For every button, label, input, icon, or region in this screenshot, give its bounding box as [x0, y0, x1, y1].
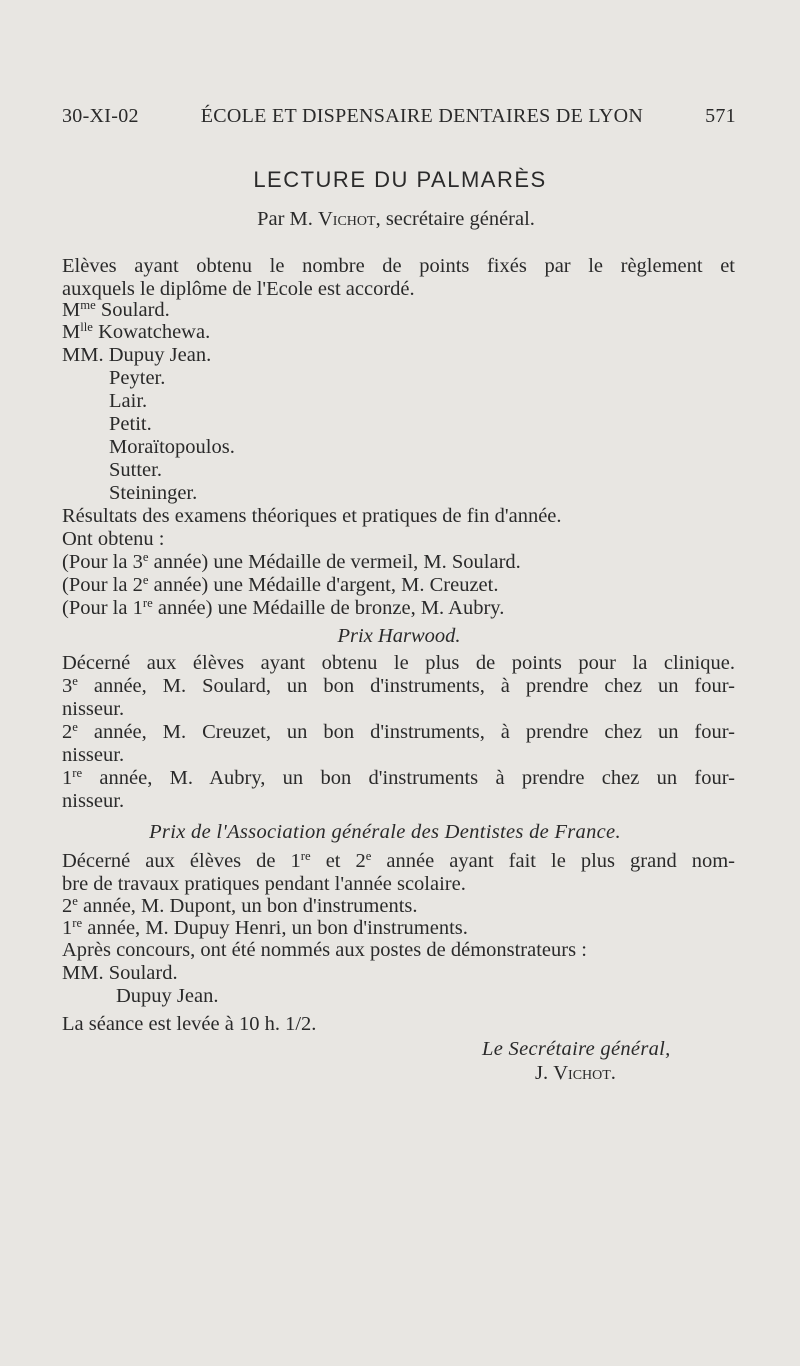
exams-obtained: Ont obtenu :	[62, 528, 165, 550]
intro-line-2: auxquels le diplôme de l'Ecole est accordé.	[62, 278, 415, 300]
header-page-number: 571	[705, 105, 736, 127]
ordinal-sup: re	[72, 916, 83, 931]
graduate-moraitopoulos: Moraïtopoulos.	[109, 436, 235, 458]
graduate-kowatchewa	[62, 320, 210, 344]
byline	[0, 207, 800, 231]
result-prefix: (Pour la 2	[62, 574, 143, 596]
signature-initial: J.	[535, 1062, 549, 1084]
byline-prefix: Par M.	[257, 208, 313, 230]
header-date: 30-XI-02	[62, 105, 139, 127]
exams-heading: Résultats des examens théoriques et pratiques de fin d'année.	[62, 505, 562, 527]
prize-harwood-title: Prix Harwood.	[337, 625, 461, 647]
ordinal-sup: e	[142, 573, 149, 588]
graduate-soulard	[62, 298, 170, 322]
exam-result-third-year	[62, 550, 521, 574]
award-text: année, M. Dupont, un bon d'instruments.	[77, 895, 418, 917]
harwood-first-year-line-1	[62, 766, 735, 790]
demonstrator-soulard: MM. Soulard.	[62, 962, 178, 984]
intro-line-1: Elèves ayant obtenu le nombre de points fixés par le règlement et	[62, 255, 735, 277]
prize-association-title: Prix de l'Association générale des Dentistes de France.	[149, 821, 621, 843]
harwood-third-year-line-1	[62, 674, 735, 698]
demonstrator-dupuy-jean: Dupuy Jean.	[116, 985, 219, 1007]
intro-text: Décerné aux élèves de 1	[62, 850, 301, 872]
intro-text: année ayant fait le plus grand nom-	[371, 850, 735, 872]
association-intro-line-1	[62, 849, 735, 873]
ordinal: 2	[62, 895, 73, 917]
harwood-first-year-line-2: nisseur.	[62, 790, 125, 812]
result-prefix: (Pour la 3	[62, 551, 143, 573]
association-intro-line-2: bre de travaux pratiques pendant l'année scolaire.	[62, 873, 466, 895]
result-text: année) une Médaille d'argent, M. Creuzet.	[148, 574, 499, 596]
award-text: année, M. Aubry, un bon d'instruments à prendre chez un four-	[82, 767, 735, 789]
closing-line: La séance est levée à 10 h. 1/2.	[62, 1013, 317, 1035]
prize-harwood-intro: Décerné aux élèves ayant obtenu le plus de points pour la clinique.	[62, 652, 735, 674]
header-journal: ÉCOLE ET DISPENSAIRE DENTAIRES DE LYON	[200, 105, 644, 127]
ordinal: 3	[62, 675, 73, 697]
graduate-dupuy-jean	[62, 343, 211, 367]
ordinal-sup: re	[142, 596, 153, 611]
award-text: année, M. Soulard, un bon d'instruments, à prendre chez un four-	[77, 675, 735, 697]
harwood-second-year-line-1	[62, 720, 735, 744]
ordinal-sup: e	[72, 674, 78, 689]
intro-text: et 2	[310, 850, 366, 872]
graduate-sutter: Sutter.	[109, 459, 162, 481]
signature-role: Le Secrétaire général,	[482, 1038, 671, 1060]
ordinal-sup: e	[72, 720, 78, 735]
graduate-petit: Petit.	[109, 413, 152, 435]
byline-name: Vichot	[318, 208, 376, 230]
title-abbrev: M	[62, 299, 81, 321]
association-first-year	[62, 916, 468, 940]
byline-suffix: , secrétaire général.	[375, 208, 535, 230]
result-text: année) une Médaille de vermeil, M. Soulard.	[148, 551, 521, 573]
association-concours: Après concours, ont été nommés aux postes de démonstrateurs :	[62, 939, 587, 961]
graduate-name: Soulard.	[100, 299, 170, 321]
signature-surname: Vichot.	[553, 1062, 616, 1084]
result-prefix: (Pour la 1	[62, 597, 143, 619]
association-second-year	[62, 894, 418, 918]
title-abbrev: M	[62, 321, 81, 343]
ordinal-sup: e	[365, 849, 372, 864]
ordinal: 1	[62, 917, 73, 939]
ordinal-sup: e	[72, 894, 78, 909]
harwood-third-year-line-2: nisseur.	[62, 698, 125, 720]
ordinal: 2	[62, 721, 73, 743]
graduate-name: Kowatchewa.	[98, 321, 211, 343]
title-sup: lle	[80, 320, 93, 335]
ordinal-sup: re	[72, 766, 83, 781]
title-abbrev: MM.	[62, 344, 104, 366]
graduate-lair: Lair.	[109, 390, 148, 412]
ordinal-sup: e	[142, 550, 149, 565]
graduate-name: Dupuy Jean.	[108, 344, 212, 366]
award-text: année, M. Creuzet, un bon d'instruments, à prendre chez un four-	[77, 721, 735, 743]
harwood-second-year-line-2: nisseur.	[62, 744, 125, 766]
running-header	[62, 104, 736, 128]
award-text: année, M. Dupuy Henri, un bon d'instruments.	[82, 917, 468, 939]
exam-result-first-year	[62, 596, 504, 620]
page-title: LECTURE DU PALMARÈS	[253, 167, 547, 192]
graduate-steininger: Steininger.	[109, 482, 198, 504]
title-sup: me	[80, 298, 96, 313]
ordinal: 1	[62, 767, 73, 789]
graduate-peyter: Peyter.	[109, 367, 166, 389]
ordinal-sup: re	[300, 849, 311, 864]
result-text: année) une Médaille de bronze, M. Aubry.	[152, 597, 505, 619]
signature-name	[535, 1061, 616, 1085]
exam-result-second-year	[62, 573, 498, 597]
